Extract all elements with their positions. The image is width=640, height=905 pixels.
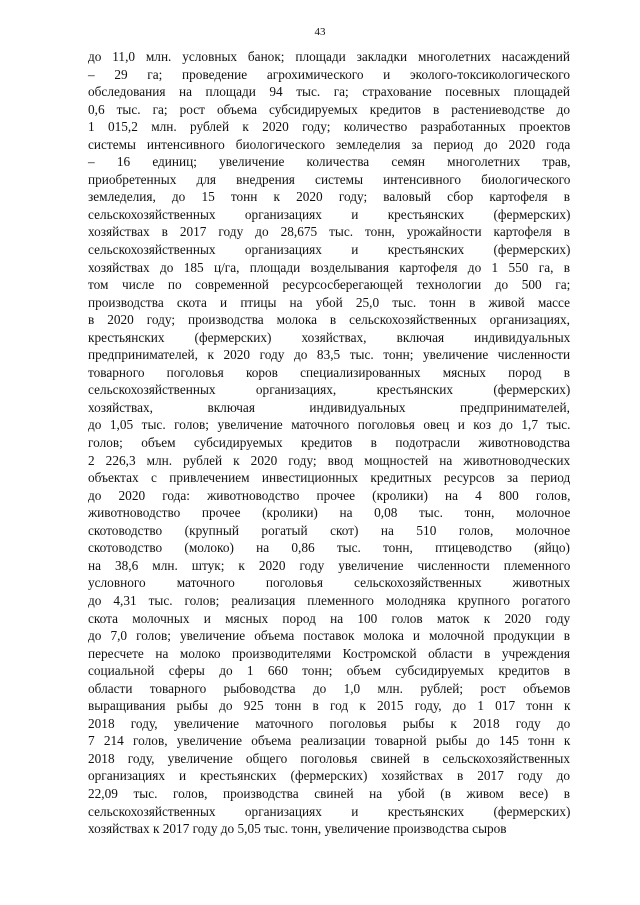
text-line: социальной сферы до 1 660 тонн; объем субсидируемых кредитов в xyxy=(88,663,571,679)
text-line: производства скота и птицы на убой 25,0 тыс. тонн в живой массе xyxy=(88,294,570,310)
text-line: приобретенных для внедрения системы интенсивного биологического xyxy=(88,171,571,187)
text-line: хозяйствах в 2017 году до 28,675 тыс. тонн, урожайности картофеля в xyxy=(88,224,570,240)
text-line: 2018 году, увеличение общего поголовья свиней в сельскохозяйственных xyxy=(88,750,570,766)
text-line: хозяйствах, включая индивидуальных предпринимателей, xyxy=(88,399,570,415)
text-line: пересчете на молоко производителями Костромской области в учреждения xyxy=(88,645,570,661)
text-line: области товарного рыбоводства до 1,0 млн. рублей; рост объемов xyxy=(88,680,571,696)
text-line: голов; объем субсидируемых кредитов в подотрасли животноводства xyxy=(88,435,570,451)
text-line: на 38,6 млн. штук; к 2020 году увеличение численности племенного xyxy=(88,557,571,573)
text-line: 7 214 голов, увеличение объема реализации товарной рыбы до 145 тонн к xyxy=(88,733,571,749)
text-line: сельскохозяйственных организациях и крестьянских (фермерских) xyxy=(88,803,571,819)
text-line: предпринимателей, к 2020 году до 83,5 тыс. тонн; увеличение численности xyxy=(88,347,571,363)
text-line: до 1,05 тыс. голов; увеличение маточного поголовья овец и коз до 1,7 тыс. xyxy=(88,417,571,433)
text-line: крестьянских (фермерских) хозяйствах, включая индивидуальных xyxy=(88,329,571,345)
text-line: 2 226,3 млн. рублей к 2020 году; ввод мощностей на животноводческих xyxy=(88,452,571,468)
body-paragraph xyxy=(88,48,570,838)
page-number: 43 xyxy=(314,26,326,38)
text-line: обследования на площади 94 тыс. га; страхование посевных площадей xyxy=(88,84,570,100)
text-line: сельскохозяйственных организациях, крестьянских (фермерских) xyxy=(88,382,571,398)
text-line: скотоводство (молоко) на 0,86 тыс. тонн, птицеводство (яйцо) xyxy=(88,540,570,556)
text-line: объектах с привлечением инвестиционных кредитных ресурсов за период xyxy=(88,470,571,486)
text-line: скотоводство (крупный рогатый скот) на 510 голов, молочное xyxy=(88,522,571,538)
text-line: товарного поголовья коров специализированных мясных пород в xyxy=(88,364,570,380)
text-line: 2018 году, увеличение маточного поголовья рыбы к 2018 году до xyxy=(88,715,571,731)
text-line: организациях и крестьянских (фермерских) хозяйствах в 2017 году до xyxy=(88,768,570,784)
text-line: системы интенсивного биологического земледелия за период до 2020 года xyxy=(88,136,571,152)
text-line: животноводство прочее (кролики) на 0,08 тыс. тонн, молочное xyxy=(88,505,571,521)
text-line: скота молочных и мясных пород на 100 голов маток к 2020 году xyxy=(88,610,571,626)
text-line: до 4,31 тыс. голов; реализация племенного молодняка крупного рогатого xyxy=(88,592,571,608)
text-line: выращивания рыбы до 925 тонн в год к 2015 году, до 1 017 тонн к xyxy=(88,698,571,714)
text-line: 22,09 тыс. голов, производства свиней на убой (в живом весе) в xyxy=(88,785,570,801)
text-line: – 16 единиц; увеличение количества семян многолетних трав, xyxy=(88,154,571,170)
text-line: сельскохозяйственных организациях и крестьянских (фермерских) xyxy=(88,206,571,222)
text-line: до 2020 года: животноводство прочее (кролики) на 4 800 голов, xyxy=(88,487,571,503)
text-line: до 7,0 голов; увеличение объема поставок молока и молочной продукции в xyxy=(88,628,570,644)
text-line: сельскохозяйственных организациях и крестьянских (фермерских) xyxy=(88,242,571,258)
text-line: хозяйствах до 185 ц/га, площади возделывания картофеля до 1 550 га, в xyxy=(88,259,571,275)
text-line: хозяйствах к 2017 году до 5,05 тыс. тонн, увеличение производства сыров xyxy=(88,821,507,837)
text-line: условного маточного поголовья сельскохозяйственных животных xyxy=(88,575,571,591)
text-line: до 11,0 млн. условных банок; площади закладки многолетних насаждений xyxy=(88,49,570,64)
text-line: в 2020 году; производства молока в сельскохозяйственных организациях, xyxy=(88,312,570,328)
text-line: – 29 га; проведение агрохимического и эколого-токсикологического xyxy=(88,66,570,82)
text-line: 1 015,2 млн. рублей к 2020 году; количество разработанных проектов xyxy=(88,119,571,135)
text-line: земледелия, до 15 тонн к 2020 году; валовый сбор картофеля в xyxy=(88,189,570,205)
text-line: том числе по современной ресурсосберегающей технологии до 500 га; xyxy=(88,277,571,293)
text-line: 0,6 тыс. га; рост объема субсидируемых кредитов в растениеводстве до xyxy=(88,101,571,117)
